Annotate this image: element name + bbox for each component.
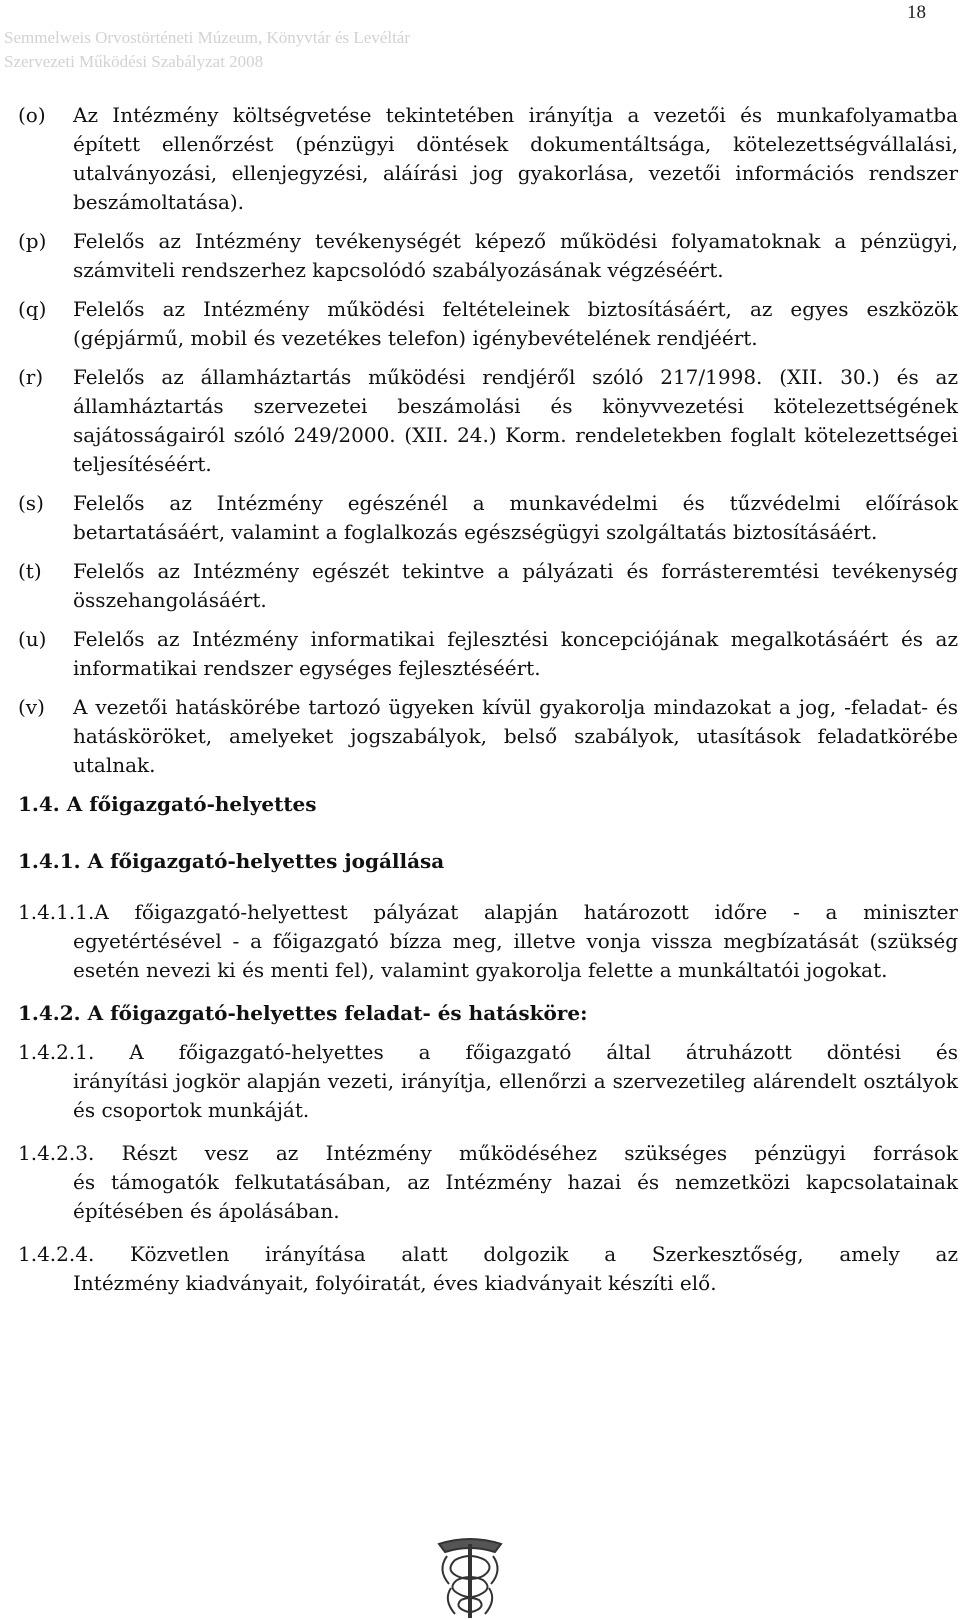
list-item-label: (u)	[18, 627, 47, 651]
list-item-text: Felelős az Intézmény tevékenységét képező működési folyamatoknak a pénzügyi, számviteli rendszerhez kapcsolódó szabályozásának végzéséért.	[73, 229, 958, 282]
section-heading: 1.4. A főigazgató-helyettes	[18, 792, 317, 816]
page-number: 18	[907, 2, 926, 23]
list-item-label: (t)	[18, 559, 42, 583]
paragraph-first-line: 1.4.2.4. Közvetlen irányítása alatt dolgozik a Szerkesztőség, amely az	[18, 1242, 958, 1266]
list-item-label: (r)	[18, 365, 44, 389]
document-body	[18, 101, 958, 1312]
list-item-label: (s)	[18, 491, 44, 515]
list-item-text: Felelős az Intézmény egészénél a munkavédelmi és tűzvédelmi előírások betartatásáért, valamint a foglalkozás egészségügyi szolgáltatás biztosításáért.	[73, 491, 958, 544]
paragraph-1-4-2-1	[18, 1038, 958, 1125]
paragraph-first-line: 1.4.2.1. A főigazgató-helyettes a főigazgató által átruházott döntési és	[18, 1040, 958, 1064]
list-item	[18, 363, 958, 479]
list-item-text: Felelős az Intézmény informatikai fejlesztési koncepciójának megalkotásáért és az informatikai rendszer egységes fejlesztéséért.	[73, 627, 958, 680]
subsection-heading-status: 1.4.1. A főigazgató-helyettes jogállása	[18, 849, 445, 873]
list-item	[18, 557, 958, 615]
list-item-label: (q)	[18, 297, 47, 321]
paragraph-1-4-2-4	[18, 1240, 958, 1298]
list-item-label: (p)	[18, 229, 47, 253]
list-item	[18, 625, 958, 683]
list-item	[18, 295, 958, 353]
list-item	[18, 693, 958, 780]
paragraph-continuation: egyetértésével - a főigazgató bízza meg, illetve vonja vissza megbízatását (szükség esetén nevezi ki és menti fel), valamint gyakorolja felette a munkáltatói jogokat.	[73, 929, 958, 982]
watermark-institution: Semmelweis Orvostörténeti Múzeum, Könyvtár és Levéltár	[4, 28, 410, 47]
list-item	[18, 101, 958, 217]
list-item	[18, 489, 958, 547]
list-item-text: A vezetői hatáskörébe tartozó ügyeken kívül gyakorolja mindazokat a jog, -feladat- és hatásköröket, amelyeket jogszabályok, belső szabályok, utasítások feladatkörébe utalnak.	[73, 695, 958, 777]
list-item-text: Felelős az Intézmény egészét tekintve a pályázati és forrásteremtési tevékenység összehangolásáért.	[73, 559, 958, 612]
header-watermark	[4, 26, 410, 74]
paragraph-first-line: 1.4.1.1.A főigazgató-helyettest pályázat alapján határozott időre - a miniszter	[18, 900, 958, 924]
list-item-text: Felelős az államháztartás működési rendjéről szóló 217/1998. (XII. 30.) és az államháztartás szervezetei beszámolási és könyvvezetési kötelezettségének sajátosságairól szóló 249/2000. (XII. 24.) Korm. rendeletekben foglalt kötelezettségei teljesítéséért.	[73, 365, 958, 476]
list-item-label: (v)	[18, 695, 45, 719]
list-item	[18, 227, 958, 285]
list-item-label: (o)	[18, 103, 46, 127]
paragraph-1-4-2-3	[18, 1139, 958, 1226]
list-item-text: Az Intézmény költségvetése tekintetében irányítja a vezetői és munkafolyamatba épített ellenőrzést (pénzügyi döntések dokumentáltsága, kötelezettségvállalási, utalványozási, ellenjegyzési, aláírási jog gyakorlása, vezetői információs rendszer beszámoltatása).	[73, 103, 958, 214]
museum-emblem-icon	[425, 1530, 515, 1620]
watermark-document-title: Szervezeti Működési Szabályzat 2008	[4, 52, 264, 71]
subsection-heading-duties: 1.4.2. A főigazgató-helyettes feladat- és hatásköre:	[18, 1001, 588, 1025]
paragraph-continuation: és támogatók felkutatásában, az Intézmény hazai és nemzetközi kapcsolatainak építésében és ápolásában.	[73, 1170, 958, 1223]
paragraph-continuation: Intézmény kiadványait, folyóiratát, éves kiadványait készíti elő.	[73, 1271, 717, 1295]
paragraph-1-4-1-1	[18, 898, 958, 985]
list-item-text: Felelős az Intézmény működési feltételeinek biztosításáért, az egyes eszközök (gépjármű, mobil és vezetékes telefon) igénybevételének rendjéért.	[73, 297, 958, 350]
paragraph-continuation: irányítási jogkör alapján vezeti, irányítja, ellenőrzi a szervezetileg alárendelt osztályok és csoportok munkáját.	[73, 1069, 958, 1122]
paragraph-first-line: 1.4.2.3. Részt vesz az Intézmény működéséhez szükséges pénzügyi források	[18, 1141, 958, 1165]
